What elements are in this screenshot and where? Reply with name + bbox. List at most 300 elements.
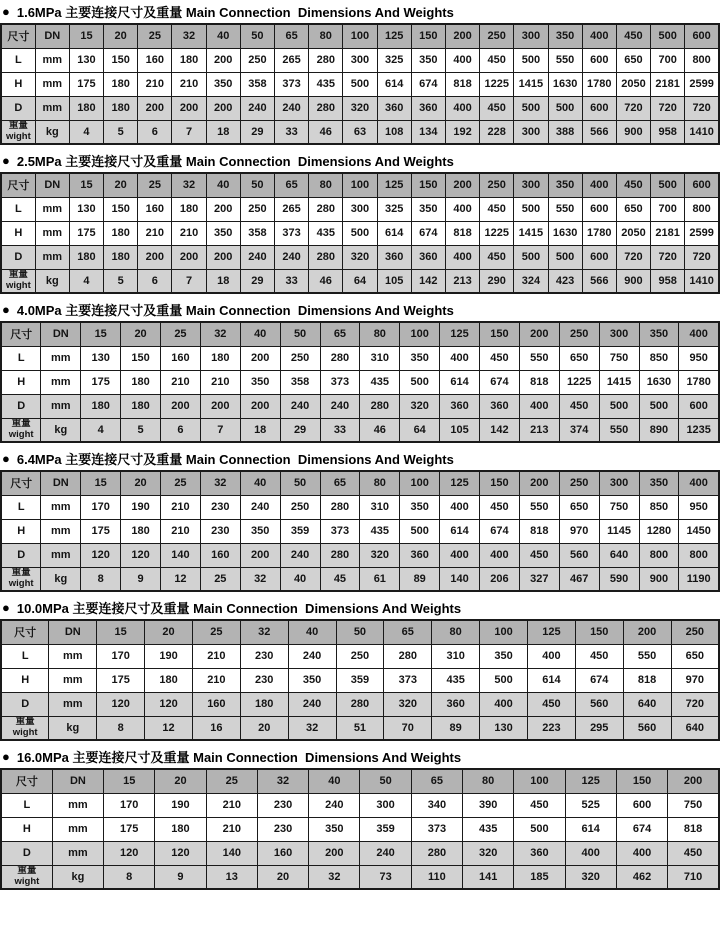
dn-value-cell: 250 <box>559 471 599 495</box>
dn-value-cell: 65 <box>384 620 432 644</box>
value-cell: 320 <box>343 245 377 269</box>
dn-value-cell: 80 <box>360 322 400 346</box>
row-label-cell: L <box>1 197 35 221</box>
value-cell: 140 <box>161 543 201 567</box>
value-cell: 210 <box>192 668 240 692</box>
weight-label-zh: 重量 <box>8 120 28 132</box>
value-cell: 250 <box>336 644 384 668</box>
value-cell: 200 <box>206 48 240 72</box>
value-cell: 240 <box>275 245 309 269</box>
dn-value-cell: 80 <box>360 471 400 495</box>
unit-cell: mm <box>35 245 69 269</box>
value-cell: 800 <box>685 197 719 221</box>
value-cell: 566 <box>582 120 616 144</box>
dn-value-cell: 25 <box>161 471 201 495</box>
value-cell: 1415 <box>514 221 548 245</box>
value-cell: 350 <box>400 495 440 519</box>
row-label-cell <box>1 120 35 144</box>
dn-value-cell: 200 <box>519 322 559 346</box>
unit-cell: kg <box>35 120 69 144</box>
row-label-cell: D <box>1 96 35 120</box>
row-label-cell: L <box>1 495 41 519</box>
value-cell: 240 <box>240 245 274 269</box>
row-d <box>1 841 719 865</box>
dn-label-cell: DN <box>49 620 97 644</box>
value-cell: 7 <box>200 418 240 442</box>
value-cell: 324 <box>514 269 548 293</box>
row-h <box>1 370 719 394</box>
value-cell: 435 <box>309 72 343 96</box>
value-cell: 400 <box>565 841 616 865</box>
value-cell: 180 <box>81 394 121 418</box>
value-cell: 350 <box>288 668 336 692</box>
dn-value-cell: 400 <box>679 471 719 495</box>
value-cell: 320 <box>400 394 440 418</box>
value-cell: 650 <box>671 644 719 668</box>
corner-label-cell: 尺寸 <box>1 769 52 793</box>
value-cell: 650 <box>616 48 650 72</box>
value-cell: 500 <box>514 245 548 269</box>
value-cell: 5 <box>104 120 138 144</box>
value-cell: 1280 <box>639 519 679 543</box>
value-cell: 560 <box>623 716 671 740</box>
row-h <box>1 668 719 692</box>
dn-value-cell: 32 <box>240 620 288 644</box>
dn-value-cell: 350 <box>548 24 582 48</box>
value-cell: 850 <box>639 495 679 519</box>
value-cell: 240 <box>275 96 309 120</box>
value-cell: 360 <box>514 841 565 865</box>
value-cell: 640 <box>671 716 719 740</box>
dn-value-cell: 300 <box>599 471 639 495</box>
row-label-cell: L <box>1 346 41 370</box>
row-h <box>1 519 719 543</box>
pressure-section-10-0mpa <box>0 599 720 741</box>
value-cell: 950 <box>679 495 719 519</box>
dn-value-cell: 80 <box>463 769 514 793</box>
dn-label-cell: DN <box>41 471 81 495</box>
row-label-cell <box>1 567 41 591</box>
value-cell: 373 <box>384 668 432 692</box>
dn-value-cell: 400 <box>679 322 719 346</box>
value-cell: 4 <box>81 418 121 442</box>
value-cell: 359 <box>360 817 411 841</box>
value-cell: 140 <box>206 841 257 865</box>
value-cell: 500 <box>514 48 548 72</box>
dn-value-cell: 100 <box>343 24 377 48</box>
value-cell: 33 <box>275 120 309 144</box>
value-cell: 105 <box>440 418 480 442</box>
unit-cell: mm <box>35 48 69 72</box>
value-cell: 360 <box>440 394 480 418</box>
table-title-text: 10.0MPa 主要连接尺寸及重量 Main Connection Dimensions And Weights <box>16 600 462 616</box>
value-cell: 180 <box>121 394 161 418</box>
row-l <box>1 346 719 370</box>
row-label-cell: D <box>1 543 41 567</box>
unit-cell: mm <box>35 197 69 221</box>
value-cell: 800 <box>679 543 719 567</box>
dn-value-cell: 200 <box>668 769 719 793</box>
row-d <box>1 543 719 567</box>
value-cell: 180 <box>104 221 138 245</box>
value-cell: 1410 <box>685 120 719 144</box>
value-cell: 720 <box>685 245 719 269</box>
dn-value-cell: 125 <box>377 173 411 197</box>
dn-value-cell: 65 <box>275 173 309 197</box>
value-cell: 2050 <box>616 72 650 96</box>
value-cell: 63 <box>343 120 377 144</box>
value-cell: 200 <box>138 96 172 120</box>
value-cell: 7 <box>172 120 206 144</box>
value-cell: 360 <box>432 692 480 716</box>
dn-value-cell: 50 <box>240 24 274 48</box>
value-cell: 240 <box>240 495 280 519</box>
value-cell: 200 <box>200 394 240 418</box>
row-label-cell: H <box>1 370 41 394</box>
dn-value-cell: 80 <box>309 24 343 48</box>
value-cell: 435 <box>360 519 400 543</box>
value-cell: 2599 <box>685 221 719 245</box>
value-cell: 350 <box>240 519 280 543</box>
value-cell: 674 <box>480 370 520 394</box>
value-cell: 360 <box>411 245 445 269</box>
value-cell: 359 <box>336 668 384 692</box>
value-cell: 358 <box>240 72 274 96</box>
dimensions-table-6-4mpa <box>0 470 720 592</box>
value-cell: 360 <box>411 96 445 120</box>
value-cell: 180 <box>69 245 103 269</box>
dn-value-cell: 32 <box>200 322 240 346</box>
row-weight <box>1 716 719 740</box>
value-cell: 360 <box>400 543 440 567</box>
dn-value-cell: 350 <box>639 471 679 495</box>
value-cell: 400 <box>480 543 520 567</box>
value-cell: 280 <box>309 197 343 221</box>
value-cell: 320 <box>384 692 432 716</box>
value-cell: 185 <box>514 865 565 889</box>
dn-value-cell: 350 <box>639 322 679 346</box>
dn-value-cell: 200 <box>519 471 559 495</box>
value-cell: 450 <box>575 644 623 668</box>
value-cell: 500 <box>514 96 548 120</box>
value-cell: 170 <box>81 495 121 519</box>
value-cell: 818 <box>519 370 559 394</box>
unit-cell: mm <box>52 841 103 865</box>
value-cell: 134 <box>411 120 445 144</box>
value-cell: 210 <box>138 221 172 245</box>
value-cell: 280 <box>320 495 360 519</box>
value-cell: 240 <box>320 394 360 418</box>
value-cell: 206 <box>480 567 520 591</box>
weight-label-zh: 重量 <box>11 418 31 430</box>
value-cell: 29 <box>240 269 274 293</box>
dn-value-cell: 150 <box>616 769 667 793</box>
value-cell: 1415 <box>599 370 639 394</box>
value-cell: 340 <box>411 793 462 817</box>
value-cell: 800 <box>639 543 679 567</box>
value-cell: 210 <box>161 519 201 543</box>
value-cell: 280 <box>411 841 462 865</box>
value-cell: 16 <box>192 716 240 740</box>
value-cell: 175 <box>81 519 121 543</box>
value-cell: 462 <box>616 865 667 889</box>
dn-value-cell: 150 <box>480 471 520 495</box>
value-cell: 45 <box>320 567 360 591</box>
value-cell: 550 <box>623 644 671 668</box>
value-cell: 400 <box>519 394 559 418</box>
value-cell: 130 <box>480 716 528 740</box>
value-cell: 150 <box>121 346 161 370</box>
value-cell: 435 <box>309 221 343 245</box>
dn-value-cell: 150 <box>480 322 520 346</box>
value-cell: 175 <box>97 668 145 692</box>
value-cell: 350 <box>206 72 240 96</box>
dn-value-cell: 200 <box>445 173 479 197</box>
value-cell: 435 <box>432 668 480 692</box>
dn-value-cell: 20 <box>145 620 193 644</box>
value-cell: 18 <box>240 418 280 442</box>
row-label-cell: H <box>1 668 49 692</box>
value-cell: 46 <box>309 269 343 293</box>
row-l <box>1 48 719 72</box>
value-cell: 210 <box>206 817 257 841</box>
unit-cell: mm <box>52 817 103 841</box>
value-cell: 1415 <box>514 72 548 96</box>
value-cell: 29 <box>240 120 274 144</box>
value-cell: 750 <box>668 793 719 817</box>
value-cell: 12 <box>145 716 193 740</box>
value-cell: 320 <box>360 543 400 567</box>
value-cell: 265 <box>275 48 309 72</box>
dn-value-cell: 20 <box>121 322 161 346</box>
value-cell: 105 <box>377 269 411 293</box>
value-cell: 230 <box>240 644 288 668</box>
dn-value-cell: 80 <box>432 620 480 644</box>
value-cell: 500 <box>400 370 440 394</box>
value-cell: 400 <box>445 197 479 221</box>
value-cell: 280 <box>320 346 360 370</box>
value-cell: 450 <box>527 692 575 716</box>
dn-value-cell: 20 <box>121 471 161 495</box>
dn-value-cell: 250 <box>480 173 514 197</box>
dn-value-cell: 15 <box>104 769 155 793</box>
row-label-cell <box>1 716 49 740</box>
value-cell: 1780 <box>582 221 616 245</box>
value-cell: 230 <box>240 668 288 692</box>
value-cell: 210 <box>172 72 206 96</box>
dn-value-cell: 50 <box>336 620 384 644</box>
value-cell: 500 <box>639 394 679 418</box>
value-cell: 614 <box>565 817 616 841</box>
corner-label-cell: 尺寸 <box>1 322 41 346</box>
value-cell: 265 <box>275 197 309 221</box>
value-cell: 180 <box>155 817 206 841</box>
value-cell: 500 <box>343 221 377 245</box>
value-cell: 818 <box>668 817 719 841</box>
value-cell: 674 <box>411 221 445 245</box>
table-header-row <box>1 620 719 644</box>
table-title-6-4mpa <box>0 450 720 466</box>
value-cell: 230 <box>200 495 240 519</box>
dn-value-cell: 32 <box>172 24 206 48</box>
dn-value-cell: 450 <box>616 173 650 197</box>
dn-value-cell: 65 <box>320 471 360 495</box>
value-cell: 8 <box>81 567 121 591</box>
dn-value-cell: 32 <box>172 173 206 197</box>
value-cell: 200 <box>206 245 240 269</box>
value-cell: 223 <box>527 716 575 740</box>
value-cell: 614 <box>440 519 480 543</box>
corner-label-cell: 尺寸 <box>1 620 49 644</box>
row-label-cell: H <box>1 519 41 543</box>
value-cell: 240 <box>280 394 320 418</box>
value-cell: 280 <box>309 48 343 72</box>
value-cell: 500 <box>343 72 377 96</box>
value-cell: 130 <box>81 346 121 370</box>
dn-value-cell: 200 <box>623 620 671 644</box>
dn-value-cell: 125 <box>440 471 480 495</box>
value-cell: 180 <box>240 692 288 716</box>
value-cell: 200 <box>309 841 360 865</box>
value-cell: 674 <box>616 817 667 841</box>
dn-value-cell: 50 <box>280 471 320 495</box>
value-cell: 1630 <box>548 72 582 96</box>
dn-value-cell: 65 <box>411 769 462 793</box>
value-cell: 280 <box>309 96 343 120</box>
dn-value-cell: 600 <box>685 173 719 197</box>
unit-cell: kg <box>35 269 69 293</box>
table-title-text: 2.5MPa 主要连接尺寸及重量 Main Connection Dimensions And Weights <box>16 153 454 169</box>
value-cell: 650 <box>559 495 599 519</box>
value-cell: 1410 <box>685 269 719 293</box>
value-cell: 170 <box>104 793 155 817</box>
value-cell: 614 <box>440 370 480 394</box>
value-cell: 900 <box>616 120 650 144</box>
value-cell: 373 <box>275 72 309 96</box>
value-cell: 450 <box>480 96 514 120</box>
dimensions-table-2-5mpa <box>0 172 720 294</box>
value-cell: 5 <box>104 269 138 293</box>
row-label-cell: D <box>1 692 49 716</box>
dn-value-cell: 150 <box>411 24 445 48</box>
dn-value-cell: 40 <box>240 471 280 495</box>
value-cell: 500 <box>480 668 528 692</box>
value-cell: 500 <box>548 245 582 269</box>
row-d <box>1 96 719 120</box>
value-cell: 160 <box>192 692 240 716</box>
value-cell: 240 <box>280 543 320 567</box>
row-label-cell: L <box>1 793 52 817</box>
row-h <box>1 72 719 96</box>
value-cell: 640 <box>623 692 671 716</box>
value-cell: 210 <box>172 221 206 245</box>
table-header-row <box>1 471 719 495</box>
table-title-text: 4.0MPa 主要连接尺寸及重量 Main Connection Dimensions And Weights <box>16 302 454 318</box>
row-label-cell: L <box>1 48 35 72</box>
value-cell: 1225 <box>559 370 599 394</box>
row-d <box>1 394 719 418</box>
value-cell: 373 <box>411 817 462 841</box>
value-cell: 32 <box>309 865 360 889</box>
dn-value-cell: 20 <box>104 24 138 48</box>
value-cell: 358 <box>240 221 274 245</box>
value-cell: 900 <box>639 567 679 591</box>
value-cell: 327 <box>519 567 559 591</box>
unit-cell: mm <box>41 394 81 418</box>
value-cell: 300 <box>343 197 377 221</box>
value-cell: 560 <box>575 692 623 716</box>
dn-value-cell: 32 <box>257 769 308 793</box>
value-cell: 230 <box>257 817 308 841</box>
value-cell: 280 <box>320 543 360 567</box>
row-label-cell: D <box>1 245 35 269</box>
value-cell: 450 <box>514 793 565 817</box>
value-cell: 142 <box>411 269 445 293</box>
value-cell: 175 <box>69 72 103 96</box>
dn-value-cell: 500 <box>651 24 685 48</box>
value-cell: 350 <box>411 48 445 72</box>
value-cell: 400 <box>616 841 667 865</box>
value-cell: 20 <box>240 716 288 740</box>
value-cell: 13 <box>206 865 257 889</box>
value-cell: 350 <box>309 817 360 841</box>
value-cell: 200 <box>240 346 280 370</box>
value-cell: 358 <box>280 370 320 394</box>
value-cell: 450 <box>480 346 520 370</box>
value-cell: 89 <box>400 567 440 591</box>
table-header-row <box>1 322 719 346</box>
value-cell: 160 <box>257 841 308 865</box>
dn-value-cell: 250 <box>480 24 514 48</box>
value-cell: 320 <box>463 841 514 865</box>
value-cell: 400 <box>445 245 479 269</box>
dn-value-cell: 125 <box>565 769 616 793</box>
dn-value-cell: 125 <box>527 620 575 644</box>
value-cell: 230 <box>257 793 308 817</box>
dn-value-cell: 15 <box>81 322 121 346</box>
value-cell: 674 <box>411 72 445 96</box>
unit-cell: mm <box>41 495 81 519</box>
value-cell: 300 <box>360 793 411 817</box>
value-cell: 560 <box>559 543 599 567</box>
row-weight <box>1 567 719 591</box>
dn-value-cell: 500 <box>651 173 685 197</box>
value-cell: 614 <box>377 221 411 245</box>
pressure-section-2-5mpa <box>0 152 720 294</box>
dn-label-cell: DN <box>35 173 69 197</box>
value-cell: 180 <box>121 370 161 394</box>
value-cell: 600 <box>582 245 616 269</box>
value-cell: 250 <box>280 346 320 370</box>
value-cell: 720 <box>616 245 650 269</box>
value-cell: 250 <box>240 197 274 221</box>
dimensions-table-1-6mpa <box>0 23 720 145</box>
value-cell: 64 <box>343 269 377 293</box>
tables-container <box>0 3 720 890</box>
table-header-row <box>1 173 719 197</box>
dn-value-cell: 25 <box>161 322 201 346</box>
value-cell: 300 <box>514 120 548 144</box>
value-cell: 958 <box>651 120 685 144</box>
value-cell: 500 <box>548 96 582 120</box>
unit-cell: mm <box>35 221 69 245</box>
unit-cell: mm <box>35 72 69 96</box>
weight-label-en: wight <box>12 726 38 738</box>
value-cell: 500 <box>599 394 639 418</box>
dn-value-cell: 32 <box>200 471 240 495</box>
value-cell: 18 <box>206 120 240 144</box>
value-cell: 4 <box>69 269 103 293</box>
